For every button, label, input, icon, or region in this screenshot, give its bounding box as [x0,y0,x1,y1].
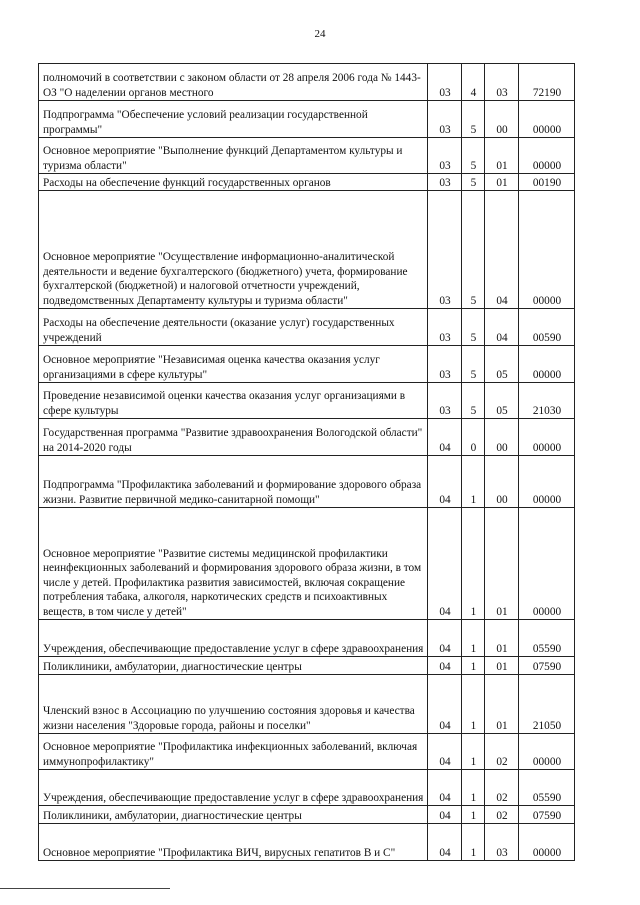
code-section: 04 [428,456,462,508]
code-expense-direction: 21030 [519,383,575,419]
table-row [39,824,575,861]
table-row [39,806,575,824]
code-section: 04 [428,508,462,620]
code-activity: 00 [485,419,519,456]
code-subprogram: 5 [462,309,485,346]
code-subprogram: 1 [462,806,485,824]
code-expense-direction: 00590 [519,309,575,346]
code-section: 03 [428,64,462,101]
table-row [39,419,575,456]
code-subprogram: 5 [462,383,485,419]
row-description: Основное мероприятие "Осуществление информационно-аналитической деятельности и ведение бухгалтерского (бюджетного) учета, формирование бухгалтерской (бюджетной) и налоговой отчетности учреждений, подведомственных Департаменту культуры и туризма области" [39,191,428,309]
table-body [39,64,575,861]
table-row [39,174,575,191]
code-expense-direction: 00000 [519,734,575,770]
budget-classification-table [38,63,575,861]
table-row [39,101,575,138]
code-activity: 02 [485,770,519,806]
code-expense-direction: 21050 [519,675,575,734]
code-expense-direction: 72190 [519,64,575,101]
table-row [39,191,575,309]
bottom-scan-rule [0,888,170,889]
code-subprogram: 5 [462,101,485,138]
code-expense-direction: 07590 [519,657,575,675]
code-activity: 01 [485,138,519,174]
code-subprogram: 1 [462,824,485,861]
table-row [39,657,575,675]
code-section: 03 [428,101,462,138]
table-row [39,675,575,734]
row-description: Расходы на обеспечение деятельности (оказание услуг) государственных учреждений [39,309,428,346]
code-subprogram: 5 [462,191,485,309]
table-row [39,734,575,770]
code-activity: 04 [485,191,519,309]
code-subprogram: 0 [462,419,485,456]
code-section: 04 [428,824,462,861]
code-section: 03 [428,346,462,383]
code-expense-direction: 00000 [519,101,575,138]
code-subprogram: 1 [462,508,485,620]
row-description: Основное мероприятие "Выполнение функций Департаментом культуры и туризма области" [39,138,428,174]
table-row [39,138,575,174]
code-activity: 01 [485,508,519,620]
code-expense-direction: 00000 [519,419,575,456]
code-activity: 01 [485,174,519,191]
table-row [39,620,575,657]
table-row [39,64,575,101]
row-description: Государственная программа "Развитие здравоохранения Вологодской области" на 2014-2020 годы [39,419,428,456]
code-section: 03 [428,309,462,346]
code-subprogram: 1 [462,675,485,734]
row-description: Членский взнос в Ассоциацию по улучшению состояния здоровья и качества жизни населения "Здоровые города, районы и поселки" [39,675,428,734]
page-number: 24 [314,28,326,40]
row-description: Основное мероприятие "Независимая оценка качества оказания услуг организациями в сфере культуры" [39,346,428,383]
code-expense-direction: 00000 [519,346,575,383]
code-subprogram: 1 [462,734,485,770]
code-expense-direction: 05590 [519,620,575,657]
code-expense-direction: 07590 [519,806,575,824]
code-section: 03 [428,174,462,191]
row-description: Основное мероприятие "Профилактика ВИЧ, вирусных гепатитов В и С" [39,824,428,861]
code-section: 04 [428,770,462,806]
code-section: 04 [428,734,462,770]
row-description: Основное мероприятие "Профилактика инфекционных заболеваний, включая иммунопрофилактику" [39,734,428,770]
row-description: Проведение независимой оценки качества оказания услуг организациями в сфере культуры [39,383,428,419]
table-row [39,383,575,419]
code-subprogram: 1 [462,770,485,806]
code-activity: 02 [485,806,519,824]
code-activity: 05 [485,383,519,419]
code-activity: 02 [485,734,519,770]
code-subprogram: 1 [462,657,485,675]
code-subprogram: 1 [462,456,485,508]
row-description: Расходы на обеспечение функций государственных органов [39,174,428,191]
code-activity: 00 [485,101,519,138]
code-section: 04 [428,806,462,824]
code-activity: 00 [485,456,519,508]
row-description: Учреждения, обеспечивающие предоставление услуг в сфере здравоохранения [39,770,428,806]
code-activity: 03 [485,824,519,861]
code-section: 04 [428,657,462,675]
table-row [39,346,575,383]
code-activity: 05 [485,346,519,383]
code-activity: 03 [485,64,519,101]
code-expense-direction: 00000 [519,824,575,861]
code-activity: 01 [485,657,519,675]
code-section: 03 [428,138,462,174]
code-expense-direction: 00000 [519,138,575,174]
code-subprogram: 5 [462,138,485,174]
code-activity: 01 [485,675,519,734]
code-activity: 04 [485,309,519,346]
code-expense-direction: 00000 [519,456,575,508]
table-row [39,309,575,346]
code-activity: 01 [485,620,519,657]
code-expense-direction: 00190 [519,174,575,191]
row-description: Подпрограмма "Профилактика заболеваний и формирование здорового образа жизни. Развитие первичной медико-санитарной помощи" [39,456,428,508]
code-section: 04 [428,675,462,734]
code-section: 03 [428,191,462,309]
row-description: Подпрограмма "Обеспечение условий реализации государственной программы" [39,101,428,138]
code-subprogram: 1 [462,620,485,657]
row-description: полномочий в соответствии с законом области от 28 апреля 2006 года № 1443-ОЗ "О наделении органов местного [39,64,428,101]
code-subprogram: 5 [462,174,485,191]
table-row [39,456,575,508]
code-section: 04 [428,620,462,657]
code-subprogram: 4 [462,64,485,101]
row-description: Поликлиники, амбулатории, диагностические центры [39,657,428,675]
code-section: 03 [428,383,462,419]
code-expense-direction: 00000 [519,508,575,620]
table-row [39,508,575,620]
row-description: Поликлиники, амбулатории, диагностические центры [39,806,428,824]
table-row [39,770,575,806]
row-description: Основное мероприятие "Развитие системы медицинской профилактики неинфекционных заболеваний и формирования здорового образа жизни, в том числе у детей. Профилактика развития зависимостей, включая сокращение потребления табака, алкоголя, наркотических средств и психоактивных веществ, в том числе у детей" [39,508,428,620]
code-expense-direction: 00000 [519,191,575,309]
code-section: 04 [428,419,462,456]
row-description: Учреждения, обеспечивающие предоставление услуг в сфере здравоохранения [39,620,428,657]
code-expense-direction: 05590 [519,770,575,806]
code-subprogram: 5 [462,346,485,383]
